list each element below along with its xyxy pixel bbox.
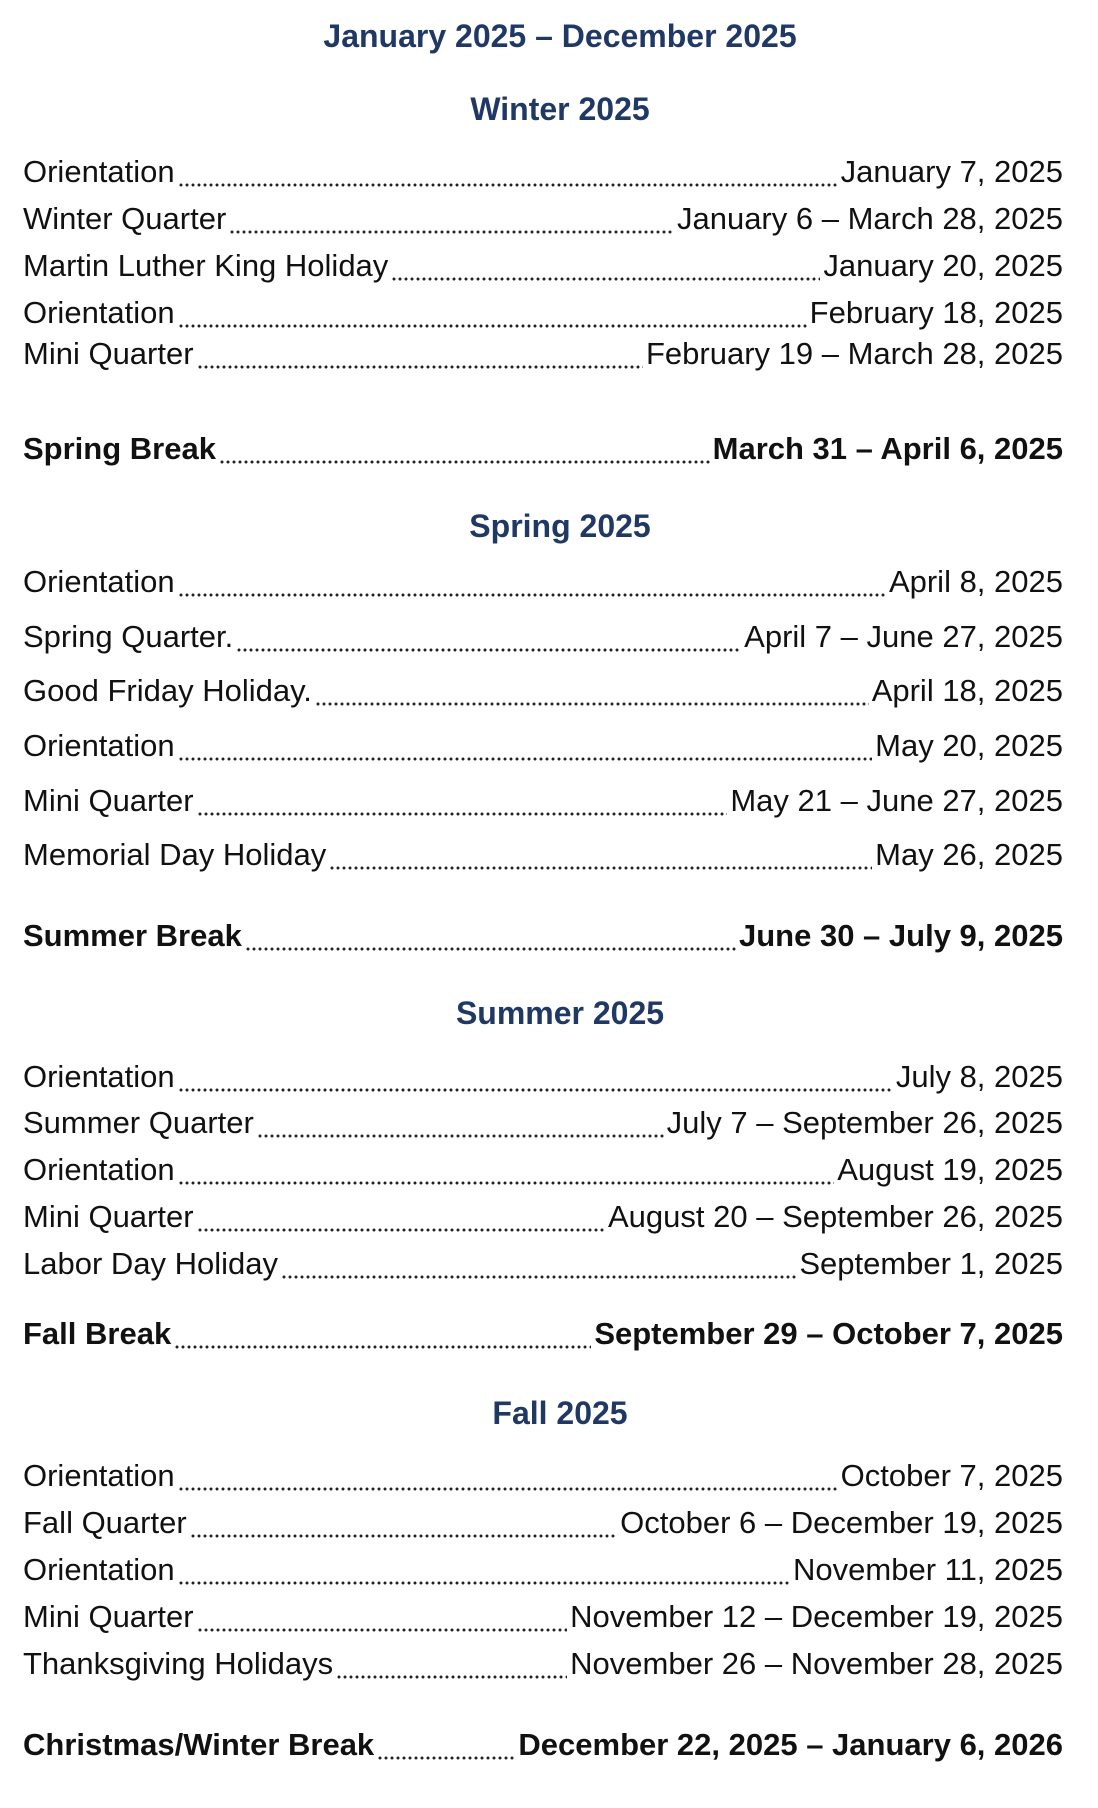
calendar-entry xyxy=(23,1644,1063,1684)
entry-label: Memorial Day Holiday xyxy=(23,837,327,872)
entry-date: November 26 – November 28, 2025 xyxy=(570,1646,1063,1681)
section-heading-winter: Winter 2025 xyxy=(470,91,650,127)
dot-leader xyxy=(174,1314,591,1354)
dot-leader xyxy=(245,916,736,956)
entry-date: January 20, 2025 xyxy=(823,248,1063,283)
calendar-entry xyxy=(23,1456,1063,1496)
entry-label: Fall Break xyxy=(23,1316,172,1351)
entry-label: Orientation xyxy=(23,295,175,330)
entry-date: August 20 – September 26, 2025 xyxy=(608,1199,1063,1234)
calendar-entry xyxy=(23,1103,1063,1143)
calendar-entry xyxy=(23,1550,1063,1590)
entry-date: September 29 – October 7, 2025 xyxy=(594,1316,1063,1351)
calendar-entry xyxy=(23,671,1063,711)
calendar-entry xyxy=(23,293,1063,333)
dot-leader xyxy=(329,835,872,875)
dot-leader xyxy=(178,1456,838,1496)
entry-date: January 6 – March 28, 2025 xyxy=(676,201,1063,236)
calendar-entry xyxy=(23,617,1063,657)
dot-leader xyxy=(236,617,741,657)
entry-date: October 7, 2025 xyxy=(840,1458,1063,1493)
entry-date: April 7 – June 27, 2025 xyxy=(744,619,1063,654)
entry-date: July 8, 2025 xyxy=(895,1059,1063,1094)
entry-label: Orientation xyxy=(23,1152,175,1187)
dot-leader xyxy=(178,1057,893,1097)
dot-leader xyxy=(377,1725,515,1765)
section-heading-summer: Summer 2025 xyxy=(455,995,665,1031)
dot-leader xyxy=(197,1197,605,1237)
entry-label: Summer Quarter xyxy=(23,1105,254,1140)
entry-label: Thanksgiving Holidays xyxy=(23,1646,334,1681)
entry-label: Mini Quarter xyxy=(23,1199,194,1234)
entry-label: Orientation xyxy=(23,1552,175,1587)
dot-leader xyxy=(229,199,674,239)
section-heading-fall: Fall 2025 xyxy=(492,1395,628,1431)
calendar-entry xyxy=(23,199,1063,239)
dot-leader xyxy=(178,1550,790,1590)
dot-leader xyxy=(178,152,838,192)
calendar-entry xyxy=(23,1503,1063,1543)
entry-label: Orientation xyxy=(23,1059,175,1094)
entry-label: Winter Quarter xyxy=(23,201,227,236)
entry-label: Orientation xyxy=(23,1458,175,1493)
dot-leader xyxy=(178,562,886,602)
entry-date: July 7 – September 26, 2025 xyxy=(666,1105,1063,1140)
entry-date: November 11, 2025 xyxy=(793,1552,1063,1587)
dot-leader xyxy=(391,246,820,286)
calendar-entry xyxy=(23,562,1063,602)
entry-date: May 21 – June 27, 2025 xyxy=(730,783,1063,818)
entry-label: Orientation xyxy=(23,728,175,763)
entry-label: Orientation xyxy=(23,564,175,599)
entry-date: September 1, 2025 xyxy=(799,1246,1063,1281)
calendar-entry xyxy=(23,246,1063,286)
break-entry-christmas-winter-break xyxy=(23,1725,1063,1765)
dot-leader xyxy=(336,1644,567,1684)
break-entry-fall-break xyxy=(23,1314,1063,1354)
entry-date: November 12 – December 19, 2025 xyxy=(570,1599,1063,1634)
dot-leader xyxy=(219,429,710,469)
entry-label: Mini Quarter xyxy=(23,1599,194,1634)
entry-label: Martin Luther King Holiday xyxy=(23,248,389,283)
dot-leader xyxy=(178,726,873,766)
entry-date: December 22, 2025 – January 6, 2026 xyxy=(518,1727,1063,1762)
dot-leader xyxy=(178,293,807,333)
dot-leader xyxy=(197,1597,568,1637)
break-entry-summer-break xyxy=(23,916,1063,956)
entry-date: February 19 – March 28, 2025 xyxy=(645,336,1063,371)
calendar-entry xyxy=(23,835,1063,875)
entry-date: August 19, 2025 xyxy=(837,1152,1063,1187)
entry-date: April 8, 2025 xyxy=(888,564,1063,599)
entry-label: Fall Quarter xyxy=(23,1505,187,1540)
entry-date: March 31 – April 6, 2025 xyxy=(712,431,1063,466)
entry-label: Spring Break xyxy=(23,431,216,466)
entry-label: Mini Quarter xyxy=(23,336,194,371)
section-heading-spring: Spring 2025 xyxy=(469,508,651,544)
dot-leader xyxy=(257,1103,664,1143)
calendar-entry xyxy=(23,1244,1063,1284)
entry-label: Orientation xyxy=(23,154,175,189)
dot-leader xyxy=(178,1150,835,1190)
entry-label: Mini Quarter xyxy=(23,783,194,818)
calendar-entry xyxy=(23,1150,1063,1190)
entry-label: Spring Quarter. xyxy=(23,619,234,654)
entry-label: Christmas/Winter Break xyxy=(23,1727,375,1762)
calendar-entry xyxy=(23,334,1063,374)
entry-date: May 20, 2025 xyxy=(875,728,1063,763)
calendar-entry xyxy=(23,1597,1063,1637)
break-entry-spring-break xyxy=(23,429,1063,469)
calendar-entry xyxy=(23,781,1063,821)
dot-leader xyxy=(315,671,869,711)
dot-leader xyxy=(281,1244,796,1284)
entry-date: April 18, 2025 xyxy=(871,673,1063,708)
entry-date: October 6 – December 19, 2025 xyxy=(620,1505,1063,1540)
entry-label: Labor Day Holiday xyxy=(23,1246,279,1281)
entry-date: June 30 – July 9, 2025 xyxy=(739,918,1063,953)
dot-leader xyxy=(197,781,728,821)
dot-leader xyxy=(190,1503,617,1543)
calendar-entry xyxy=(23,1057,1063,1097)
entry-label: Good Friday Holiday. xyxy=(23,673,312,708)
document-title: January 2025 – December 2025 xyxy=(323,18,797,54)
entry-date: February 18, 2025 xyxy=(809,295,1063,330)
calendar-entry xyxy=(23,152,1063,192)
entry-date: May 26, 2025 xyxy=(875,837,1063,872)
calendar-entry xyxy=(23,726,1063,766)
calendar-entry xyxy=(23,1197,1063,1237)
dot-leader xyxy=(197,334,643,374)
entry-label: Summer Break xyxy=(23,918,242,953)
entry-date: January 7, 2025 xyxy=(840,154,1063,189)
